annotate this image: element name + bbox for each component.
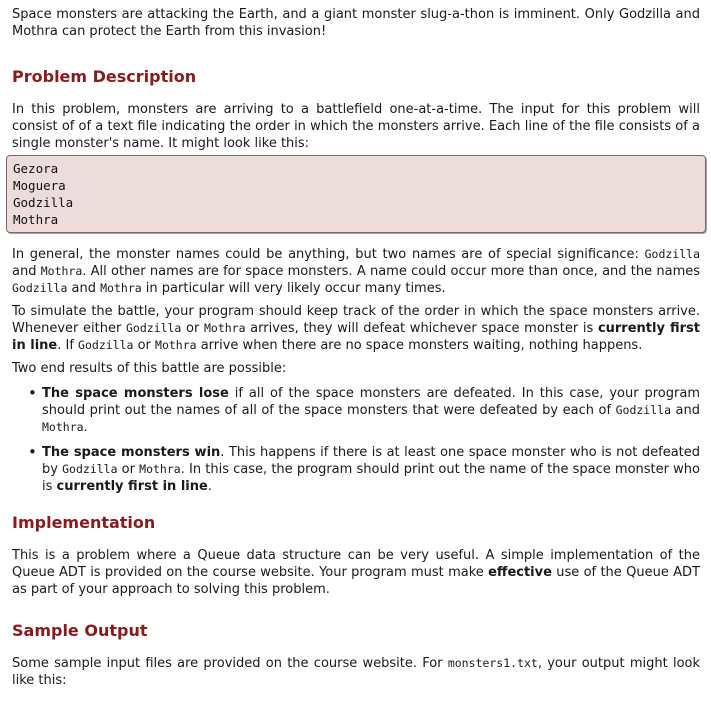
code-mothra: Mothra bbox=[155, 338, 197, 352]
code-godzilla: Godzilla bbox=[78, 338, 134, 352]
implementation-heading: Implementation bbox=[12, 513, 156, 532]
problem-paragraph-outcomes: Two end results of this battle are possible: bbox=[12, 361, 287, 376]
code-mothra: Mothra bbox=[203, 321, 246, 335]
code-mothra: Mothra bbox=[100, 281, 142, 295]
code-line: Gezora bbox=[13, 161, 59, 176]
problem-paragraph-input: In this problem, monsters are arriving to a battlefield one-at-a-time. The input for this problem will consist of of a text file indicating the order in which the monsters arrive. Each line of the file consists of a single monster's name. It might look like this: bbox=[12, 102, 700, 151]
code-example-box bbox=[6, 155, 706, 233]
intro-paragraph: Space monsters are attacking the Earth, and a giant monster slug-a-thon is imminent. Only Godzilla and Mothra can protect the Earth from this invasion! bbox=[12, 7, 700, 39]
emphasis-first-in-line: currently first in line bbox=[12, 321, 700, 353]
code-mothra: Mothra bbox=[40, 264, 83, 278]
code-godzilla: Godzilla bbox=[125, 321, 182, 335]
sample-output-heading: Sample Output bbox=[12, 621, 148, 640]
outcome-list bbox=[12, 385, 700, 495]
sample-output-paragraph: Some sample input files are provided on the course website. For monsters1.txt, your output might look like this: bbox=[12, 656, 701, 688]
code-filename: monsters1.txt bbox=[447, 656, 538, 670]
code-line: Godzilla bbox=[13, 195, 74, 210]
code-godzilla: Godzilla bbox=[62, 462, 118, 476]
code-mothra: Mothra bbox=[139, 462, 181, 476]
problem-description-heading: Problem Description bbox=[12, 67, 197, 86]
emphasis-effective: effective bbox=[488, 565, 552, 580]
code-godzilla: Godzilla bbox=[12, 281, 68, 295]
code-line: Mothra bbox=[13, 212, 59, 227]
document-page bbox=[12, 6, 700, 689]
problem-paragraph-special-names: In general, the monster names could be anything, but two names are of special significance: Godzilla and Mothra. All other names are for space monsters. A name could occur more than once, and the names Godzilla and Mothra in particular will very likely occur many times. bbox=[12, 247, 700, 296]
code-line: Moguera bbox=[13, 178, 66, 193]
code-godzilla: Godzilla bbox=[615, 403, 671, 417]
problem-paragraph-simulate: To simulate the battle, your program should keep track of the order in which the space monsters arrive. Whenever either Godzilla or Mothra arrives, they will defeat whichever space monster is currently first in line. If Godzilla or Mothra arrive when there are no space monsters waiting, nothing happens. bbox=[12, 304, 700, 353]
code-mothra: Mothra bbox=[42, 420, 84, 434]
list-item: • The space monsters lose if all of the space monsters are defeated. In this case, your program should print out the names of all of the space monsters that were defeated by each of Godzilla and Mothra. bbox=[42, 385, 700, 436]
code-godzilla: Godzilla bbox=[644, 247, 700, 261]
list-item: • The space monsters win. This happens if there is at least one space monster who is not defeated by Godzilla or Mothra. In this case, the program should print out the name of the space monster who is currently first in line. bbox=[42, 444, 700, 495]
implementation-paragraph: This is a problem where a Queue data structure can be very useful. A simple implementation of the Queue ADT is provided on the course website. Your program must make effective use of the Queue ADT as part of your approach to solving this problem. bbox=[12, 548, 700, 597]
